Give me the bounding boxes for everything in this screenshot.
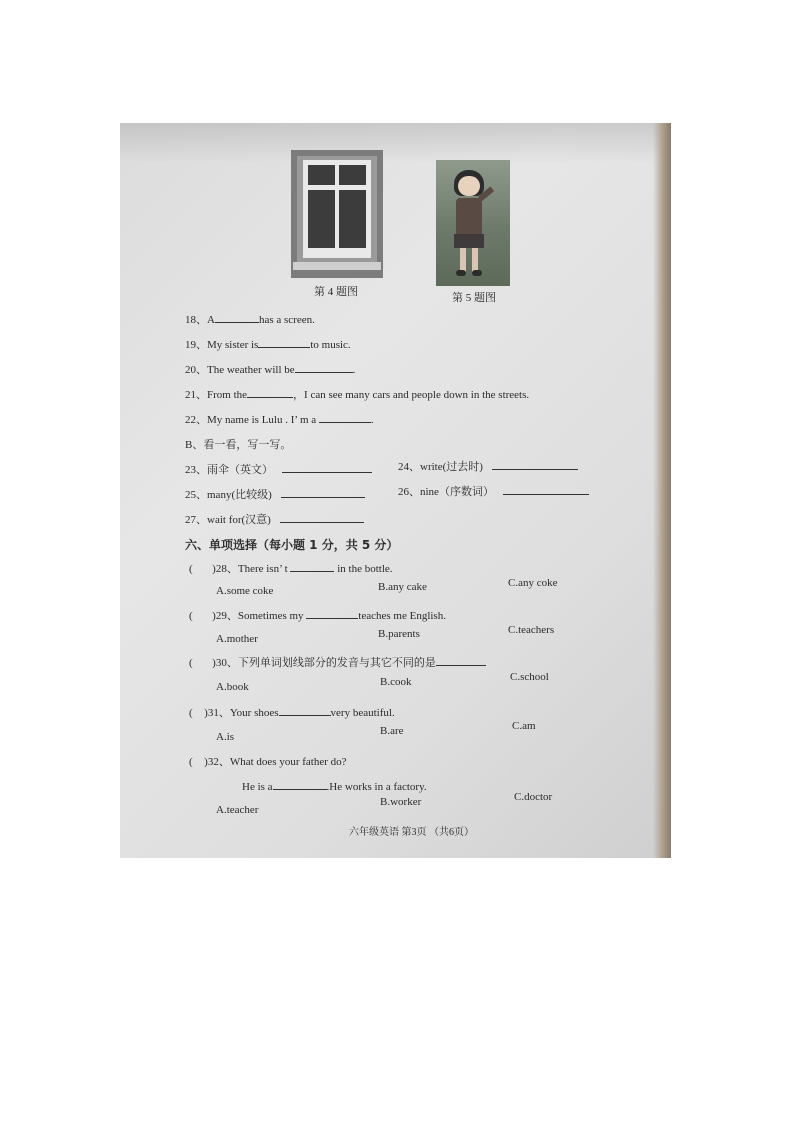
option-a: A.book <box>216 681 249 693</box>
question-text: There isn’ t <box>237 563 291 575</box>
answer-blank[interactable] <box>503 484 589 495</box>
question-text: in the bottle. <box>334 563 393 575</box>
option-a: A.teacher <box>216 804 259 816</box>
question-number: 30、 <box>215 657 238 669</box>
section-six-heading: 六、单项选择（每小题 1 分，共 5 分） <box>185 538 399 552</box>
question-text: What does your father do? <box>229 756 347 768</box>
answer-paren-close: ) <box>204 756 208 768</box>
answer-paren-open[interactable]: ( <box>189 610 193 622</box>
question-text: ，I can see many cars and people down in the streets. <box>293 389 530 401</box>
answer-blank[interactable] <box>492 459 578 470</box>
question-number: 32、 <box>207 756 230 768</box>
option-b: B.parents <box>378 628 420 640</box>
option-a: A.some coke <box>216 585 274 597</box>
question-31 <box>189 704 395 720</box>
question-text: The weather will be <box>207 364 295 376</box>
question-number: 22、 <box>185 414 207 426</box>
girl-shoe-right <box>472 270 482 276</box>
question-32 <box>189 753 347 769</box>
question-26 <box>398 483 589 499</box>
page-edge <box>653 123 671 858</box>
answer-paren-close: ) <box>212 563 216 575</box>
question-text: to music. <box>310 339 351 351</box>
answer-paren-open[interactable]: ( <box>189 707 193 719</box>
question-text: My sister is <box>207 339 259 351</box>
answer-paren-open[interactable]: ( <box>189 563 193 575</box>
option-a: A.is <box>216 731 235 743</box>
question-number: 20、 <box>185 364 207 376</box>
question-22 <box>185 411 374 427</box>
fig4-caption: 第 4 题图 <box>314 286 358 298</box>
answer-blank[interactable] <box>273 779 327 790</box>
question-number: 19、 <box>185 339 207 351</box>
question-number: 18、 <box>185 314 207 326</box>
option-b: B.cook <box>380 676 412 688</box>
window-pane-bottom-right <box>339 190 366 248</box>
window-wall <box>297 156 377 266</box>
section-b-heading: B、看一看，写一写。 <box>185 439 292 451</box>
answer-blank[interactable] <box>306 608 358 619</box>
answer-blank[interactable] <box>319 412 371 423</box>
question-23 <box>185 461 372 477</box>
question-text: very beautiful. <box>330 707 395 719</box>
question-text: has a screen. <box>258 314 315 326</box>
question-30 <box>189 654 486 670</box>
girl-skirt <box>454 234 484 248</box>
window-pane-bottom-left <box>308 190 335 248</box>
question-text: 25、many(比较级) <box>185 489 272 501</box>
girl-leg-right <box>472 248 478 272</box>
answer-blank[interactable] <box>247 387 293 398</box>
answer-blank[interactable] <box>215 312 259 323</box>
answer-paren-close: ) <box>204 707 208 719</box>
question-text: My name is Lulu . I’ m a <box>207 414 319 426</box>
page-footer: 六年级英语 第3页 （共6页） <box>349 827 474 838</box>
window-sash <box>303 160 371 258</box>
question-text: teaches me English. <box>358 610 446 622</box>
question-18 <box>185 311 315 327</box>
option-c: C.am <box>512 720 536 732</box>
exam-page-photo <box>120 123 671 858</box>
girl-face <box>458 176 480 196</box>
question-20 <box>185 361 355 377</box>
answer-paren-open[interactable]: ( <box>189 756 193 768</box>
window-picture <box>291 150 383 278</box>
question-number: 29、 <box>215 610 238 622</box>
answer-blank[interactable] <box>280 512 364 523</box>
answer-blank[interactable] <box>436 655 486 666</box>
answer-blank[interactable] <box>281 487 365 498</box>
girl-coat <box>456 198 482 238</box>
question-text: 下列单词划线部分的发音与其它不同的是 <box>237 657 436 669</box>
question-29 <box>189 607 446 623</box>
option-c: C.doctor <box>514 791 553 803</box>
answer-blank[interactable] <box>282 462 372 473</box>
answer-blank[interactable] <box>258 337 310 348</box>
question-21 <box>185 386 529 402</box>
option-b: B.worker <box>380 796 422 808</box>
question-text: A <box>207 314 215 326</box>
option-b: B.are <box>380 725 404 737</box>
option-c: C.any coke <box>508 577 558 589</box>
option-b: B.any cake <box>378 581 427 593</box>
answer-paren-close: ) <box>212 657 216 669</box>
answer-blank[interactable] <box>290 561 334 572</box>
girl-shoe-left <box>456 270 466 276</box>
question-text: . <box>352 364 356 376</box>
window-pane-top-left <box>308 165 335 185</box>
question-text: .He works in a factory. <box>326 781 427 793</box>
option-a: A.mother <box>216 633 258 645</box>
question-text: He is a <box>242 781 273 793</box>
question-text: 24、write(过去时) <box>398 461 483 473</box>
question-number: 28、 <box>215 563 238 575</box>
question-number: 31、 <box>207 707 230 719</box>
question-text: Your shoes <box>229 707 279 719</box>
page-shadow <box>120 123 671 163</box>
question-text: From the <box>207 389 248 401</box>
answer-paren-open[interactable]: ( <box>189 657 193 669</box>
question-text: 23、雨伞（英文） <box>185 464 273 476</box>
girl-picture <box>436 160 510 286</box>
window-pane-top-right <box>339 165 366 185</box>
question-text: 27、wait for(汉意) <box>185 514 271 526</box>
answer-blank[interactable] <box>295 362 353 373</box>
question-text: 26、nine（序数词） <box>398 486 494 498</box>
answer-blank[interactable] <box>279 705 331 716</box>
question-number: 21、 <box>185 389 207 401</box>
question-19 <box>185 336 351 352</box>
fig5-caption: 第 5 题图 <box>452 292 496 304</box>
option-c: C.school <box>510 671 549 683</box>
question-25 <box>185 486 365 502</box>
girl-leg-left <box>460 248 466 272</box>
question-text: . <box>370 414 374 426</box>
question-32-sub <box>242 779 427 793</box>
question-text: Sometimes my <box>237 610 307 622</box>
window-sill <box>293 262 381 270</box>
question-28 <box>189 560 393 576</box>
answer-paren-close: ) <box>212 610 216 622</box>
option-c: C.teachers <box>508 624 555 636</box>
question-27 <box>185 511 364 527</box>
question-24 <box>398 458 578 474</box>
